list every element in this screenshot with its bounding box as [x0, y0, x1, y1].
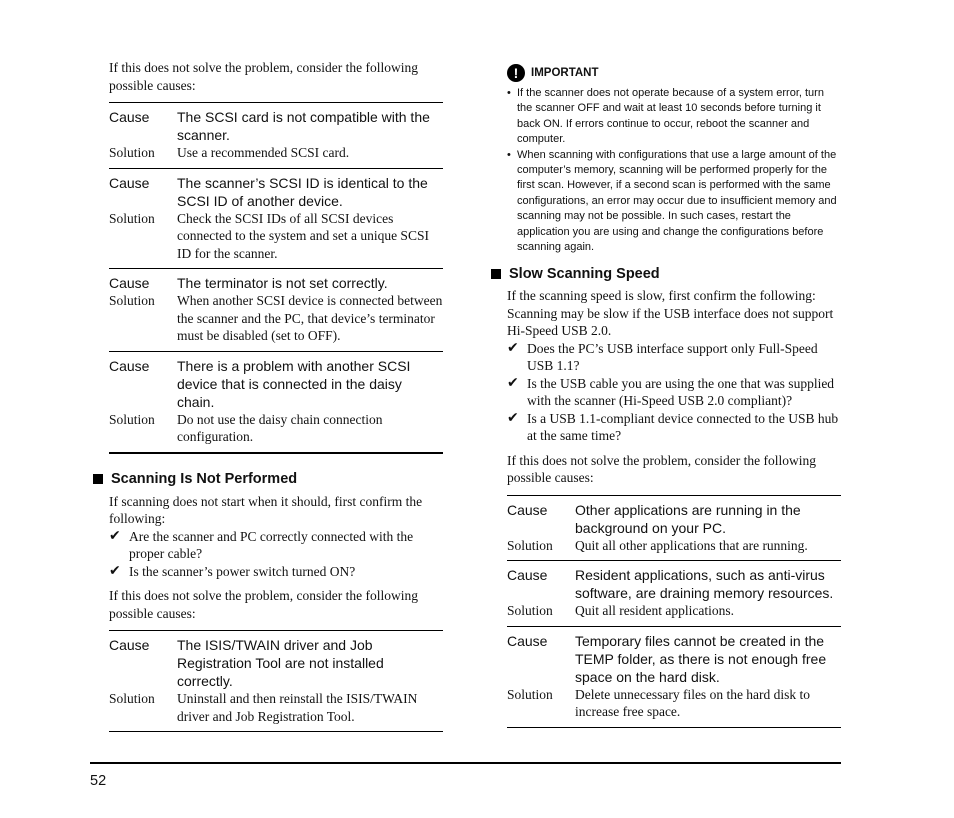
solution-label: Solution	[109, 210, 155, 226]
check-item	[507, 410, 841, 445]
cause-label: Cause	[109, 174, 150, 191]
solution-label: Solution	[109, 145, 155, 160]
cause-label: Cause	[109, 637, 150, 653]
check-item	[507, 340, 841, 375]
section-paragraph: If scanning does not start when it should, first confirm the following:	[109, 493, 423, 526]
table-row	[507, 560, 841, 626]
check-mark-icon: ✔	[507, 409, 519, 426]
solution-text: Do not use the daisy chain connection configuration.	[177, 411, 383, 444]
check-mark-icon: ✔	[109, 527, 121, 544]
list-item	[507, 148, 841, 256]
table-row	[109, 268, 443, 351]
cause-label: Cause	[109, 357, 150, 374]
bullet-dot: •	[507, 87, 511, 99]
table-row	[109, 351, 443, 452]
cause-label: Cause	[507, 632, 548, 649]
cause-label: Cause	[507, 501, 548, 518]
cause-text: Resident applications, such as anti-virus software, are draining memory resources.	[575, 567, 834, 602]
list-item	[507, 86, 841, 148]
check-item	[109, 528, 443, 563]
check-item-text: Is the USB cable you are using the one that was supplied with the scanner (Hi-Speed USB 2.0 compliant)?	[527, 375, 835, 409]
important-list	[507, 86, 841, 255]
check-item-text: Are the scanner and PC correctly connected with the proper cable?	[129, 528, 414, 561]
intro-paragraph: If this does not solve the problem, consider the following possible causes:	[507, 452, 816, 486]
check-mark-icon: ✔	[109, 562, 121, 579]
solution-text: Quit all other applications that are running.	[575, 537, 808, 553]
solution-label: Solution	[109, 691, 155, 706]
solution-text: When another SCSI device is connected between the scanner and the PC, that device’s terminator must be disabled (set to OFF).	[177, 293, 443, 343]
cause-solution-table	[507, 495, 841, 728]
solution-label: Solution	[109, 293, 155, 308]
table-row	[507, 496, 841, 561]
cause-solution-table	[109, 102, 443, 454]
section-paragraph: If the scanning speed is slow, first confirm the following: Scanning may be slow if the USB interface does not support Hi-Speed USB 2.0.	[507, 288, 834, 339]
list-item-text: If the scanner does not operate because of a system error, turn the scanner OFF and wait at least 10 seconds before turning it back ON. If errors continue to occur, reboot the scanner and computer.	[517, 87, 824, 146]
cause-text: Temporary files cannot be created in the TEMP folder, as there is not enough free space on the hard disk.	[575, 632, 827, 685]
section-heading	[507, 265, 841, 283]
left-column	[109, 59, 443, 732]
check-item-text: Does the PC’s USB interface support only Full-Speed USB 1.1?	[527, 340, 818, 374]
exclamation-icon: !	[507, 64, 525, 82]
check-mark-icon: ✔	[507, 374, 519, 391]
check-item-text: Is a USB 1.1-compliant device connected to the USB hub at the same time?	[527, 410, 839, 444]
check-mark-icon: ✔	[507, 339, 519, 356]
footer-divider	[90, 762, 841, 764]
cause-label: Cause	[109, 109, 150, 125]
table-row	[109, 168, 443, 269]
solution-label: Solution	[507, 537, 553, 553]
list-item-text: When scanning with configurations that use a large amount of the computer’s memory, scanning will be performed properly for the first scan. However, if a second scan is performed with the same configurations, an error may occur due to insufficient memory and scanning may not be possible. In such cases, restart the application you are using and change the configurations before scanning again.	[517, 148, 837, 254]
solution-text: Use a recommended SCSI card.	[177, 145, 350, 160]
cause-label: Cause	[507, 567, 548, 584]
bullet-dot: •	[507, 148, 511, 161]
check-item	[109, 563, 443, 581]
table-row	[109, 631, 443, 731]
important-label: IMPORTANT	[531, 67, 599, 79]
section-heading	[109, 470, 443, 488]
table-row	[109, 103, 443, 168]
cause-text: The SCSI card is not compatible with the scanner.	[177, 109, 430, 143]
cause-label: Cause	[109, 275, 150, 291]
solution-label: Solution	[507, 686, 553, 702]
check-item	[507, 375, 841, 410]
solution-text: Quit all resident applications.	[575, 603, 734, 619]
check-item-text: Is the scanner’s power switch turned ON?	[129, 563, 356, 579]
important-heading	[507, 64, 841, 82]
cause-text: Other applications are running in the background on your PC.	[575, 501, 801, 536]
table-row	[507, 626, 841, 727]
intro-paragraph: If this does not solve the problem, consider the following possible causes:	[109, 60, 418, 93]
page-number: 52	[90, 773, 107, 789]
intro-paragraph: If this does not solve the problem, consider the following possible causes:	[109, 588, 418, 621]
solution-text: Check the SCSI IDs of all SCSI devices connected to the system and set a unique SCSI ID for the scanner.	[177, 210, 429, 261]
solution-label: Solution	[109, 411, 155, 427]
section-heading-text: Scanning Is Not Performed	[111, 470, 298, 487]
solution-text: Uninstall and then reinstall the ISIS/TWAIN driver and Job Registration Tool.	[177, 691, 418, 724]
square-bullet-icon	[93, 474, 103, 484]
cause-text: The ISIS/TWAIN driver and Job Registration Tool are not installed correctly.	[177, 637, 384, 689]
cause-text: There is a problem with another SCSI device that is connected in the daisy chain.	[177, 357, 411, 410]
solution-label: Solution	[507, 603, 553, 619]
right-column	[507, 64, 841, 728]
solution-text: Delete unnecessary files on the hard disk to increase free space.	[575, 686, 811, 720]
cause-text: The terminator is not set correctly.	[177, 275, 388, 291]
square-bullet-icon	[491, 269, 501, 279]
cause-solution-table	[109, 630, 443, 732]
cause-text: The scanner’s SCSI ID is identical to the SCSI ID of another device.	[177, 174, 428, 209]
section-heading-text: Slow Scanning Speed	[509, 266, 660, 283]
